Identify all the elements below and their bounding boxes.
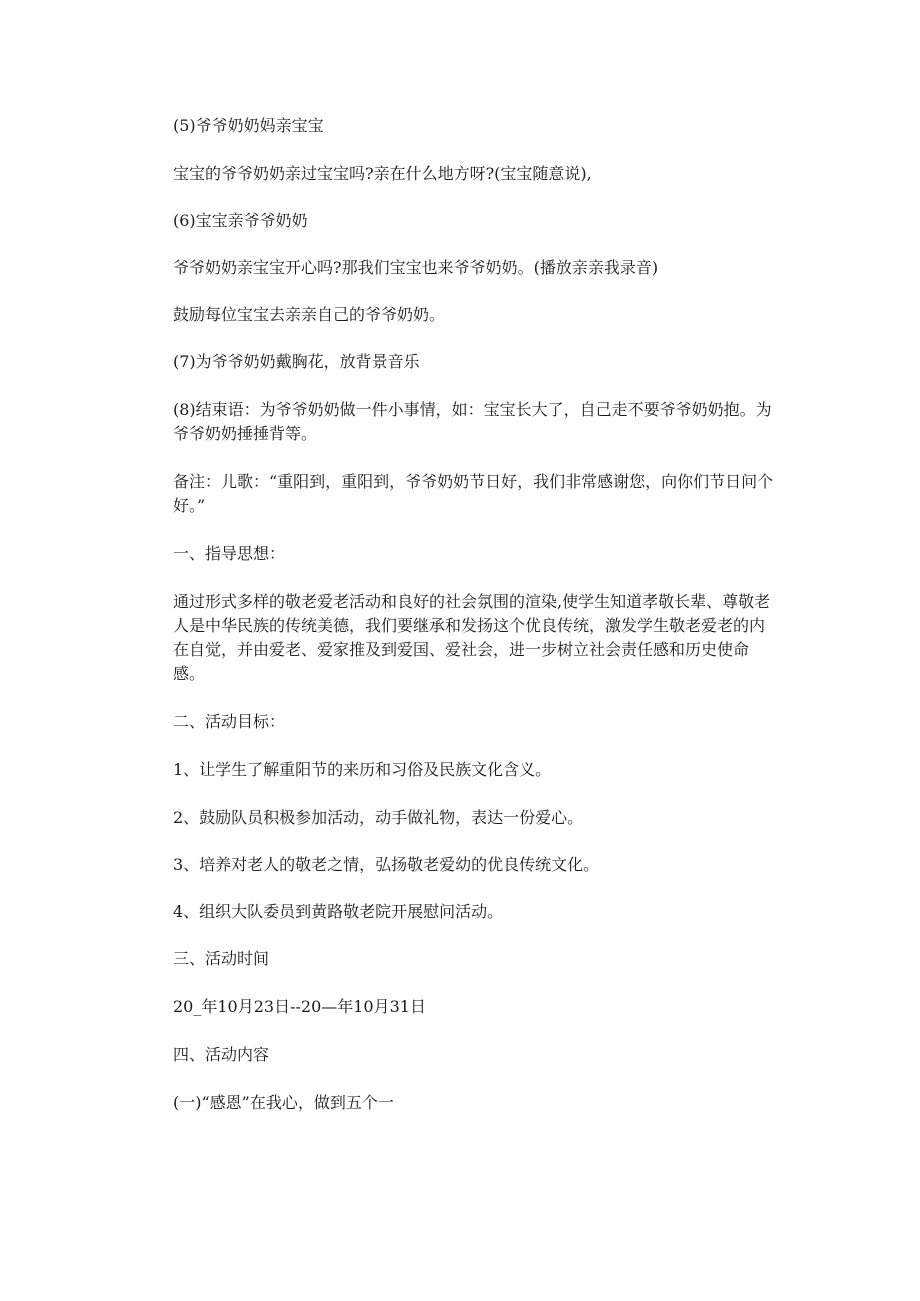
content-item-1: (一)“感恩”在我心，做到五个一 xyxy=(173,1093,394,1112)
heading-activity-time: 三、活动时间 xyxy=(173,949,270,968)
paragraph-encourage: 鼓励每位宝宝去亲亲自己的爷爷奶奶。 xyxy=(173,305,446,324)
goal-item-3: 3、培养对老人的敬老之情，弘扬敬老爱幼的优良传统文化。 xyxy=(173,855,600,874)
heading-guiding-idea: 一、指导思想： xyxy=(173,544,286,563)
heading-activity-content: 四、活动内容 xyxy=(173,1045,270,1064)
paragraph-step-6-body: 爷爷奶奶亲宝宝开心吗?那我们宝宝也来爷爷奶奶。(播放亲亲我录音) xyxy=(173,258,659,277)
paragraph-step-7: (7)为爷爷奶奶戴胸花，放背景音乐 xyxy=(173,352,420,371)
paragraph-step-8: (8)结束语：为爷爷奶奶做一件小事情，如：宝宝长大了，自己走不要爷爷奶奶抱。为爷爷奶奶捶捶背等。 xyxy=(173,400,772,443)
paragraph-step-5-body: 宝宝的爷爷奶奶亲过宝宝吗?亲在什么地方呀?(宝宝随意说), xyxy=(173,164,592,183)
goal-item-1: 1、让学生了解重阳节的来历和习俗及民族文化含义。 xyxy=(173,760,552,779)
paragraph-step-5: (5)爷爷奶奶妈亲宝宝 xyxy=(173,116,324,135)
activity-time-range: 20_年10月23日--20—年10月31日 xyxy=(173,997,426,1016)
goal-item-4: 4、组织大队委员到黄路敬老院开展慰问活动。 xyxy=(173,902,504,921)
goal-item-2: 2、鼓励队员积极参加活动，动手做礼物，表达一份爱心。 xyxy=(173,808,584,827)
paragraph-guiding-idea: 通过形式多样的敬老爱老活动和良好的社会氛围的渲染,使学生知道孝敬长辈、尊敬老人是中华民族的传统美德，我们要继承和发扬这个优良传统，激发学生敬老爱老的内在自觉，并由爱老、爱家推及到爱国、爱社会，进一步树立社会责任感和历史使命感。 xyxy=(173,592,771,683)
paragraph-step-6: (6)宝宝亲爷爷奶奶 xyxy=(173,211,308,230)
heading-activity-goals: 二、活动目标： xyxy=(173,712,286,731)
paragraph-note: 备注：儿歌：“重阳到，重阳到，爷爷奶奶节日好，我们非常感谢您，向你们节日问个好。” xyxy=(173,472,774,515)
